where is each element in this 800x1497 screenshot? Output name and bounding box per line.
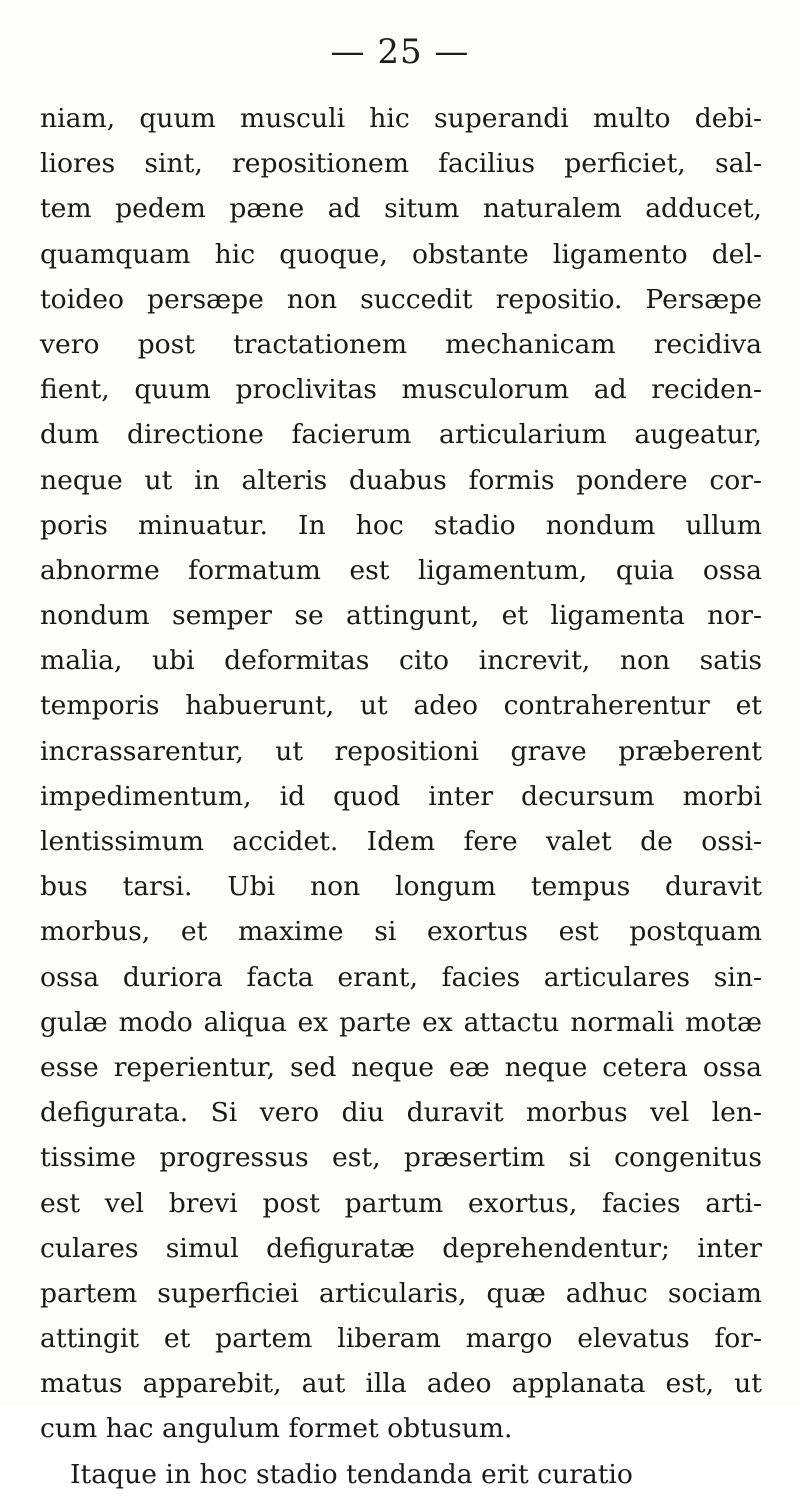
text-line: dum directione facierum articularium augeatur, [40,419,762,451]
text-line: toideo persæpe non succedit repositio. Persæpe [40,283,762,315]
text-line: gulæ modo aliqua ex parte ex attactu normali motæ [40,1006,762,1038]
text-line: bus tarsi. Ubi non longum tempus duravit [40,871,762,903]
text-line: lentissimum accidet. Idem fere valet de ossi- [40,826,762,857]
page-number: — 25 — [330,32,470,72]
text-line: fient, quum proclivitas musculorum ad reciden- [40,374,762,406]
text-line: liores sint, repositionem facilius perficiet, sal- [40,148,762,180]
text-line: matus apparebit, aut illa adeo applanata est, ut [40,1368,762,1400]
text-line: esse reperientur, sed neque eæ neque cetera ossa [40,1051,762,1083]
text-line: cum hac angulum formet obtusum. [40,1413,513,1445]
text-line: nondum semper se attingunt, et ligamenta nor- [40,600,762,632]
text-line: ossa duriora facta erant, facies articulares sin- [40,961,762,993]
text-line: impedimentum, id quod inter decursum morbi [40,780,762,812]
paragraph-start-line: Itaque in hoc stadio tendanda erit curatio [70,1458,633,1490]
text-line: attingit et partem liberam margo elevatus for- [40,1323,762,1355]
text-line: partem superficiei articularis, quæ adhuc sociam [40,1277,762,1309]
text-line: tem pedem pæne ad situm naturalem adducet, [40,193,762,225]
text-line: incrassarentur, ut repositioni grave præberent [40,735,762,767]
text-line: neque ut in alteris duabus formis pondere cor- [40,464,762,496]
text-line: tissime progressus est, præsertim si congenitus [40,1142,762,1174]
text-line: quamquam hic quoque, obstante ligamento del- [40,238,762,270]
text-line: culares simul defiguratæ deprehendentur; inter [40,1232,762,1264]
text-line: temporis habuerunt, ut adeo contraherentur et [40,690,762,722]
text-line: morbus, et maxime si exortus est postquam [40,916,762,948]
text-line: niam, quum musculi hic superandi multo debi- [40,103,762,134]
text-line: abnorme formatum est ligamentum, quia ossa [40,554,762,586]
body-text [40,96,762,1497]
text-line: defigurata. Si vero diu duravit morbus vel len- [40,1097,762,1129]
text-line: poris minuatur. In hoc stadio nondum ullum [40,509,762,541]
text-line: malia, ubi deformitas cito increvit, non satis [40,645,762,677]
text-line: est vel brevi post partum exortus, facies arti- [40,1187,762,1219]
text-line: vero post tractationem mechanicam recidiva [40,328,762,360]
